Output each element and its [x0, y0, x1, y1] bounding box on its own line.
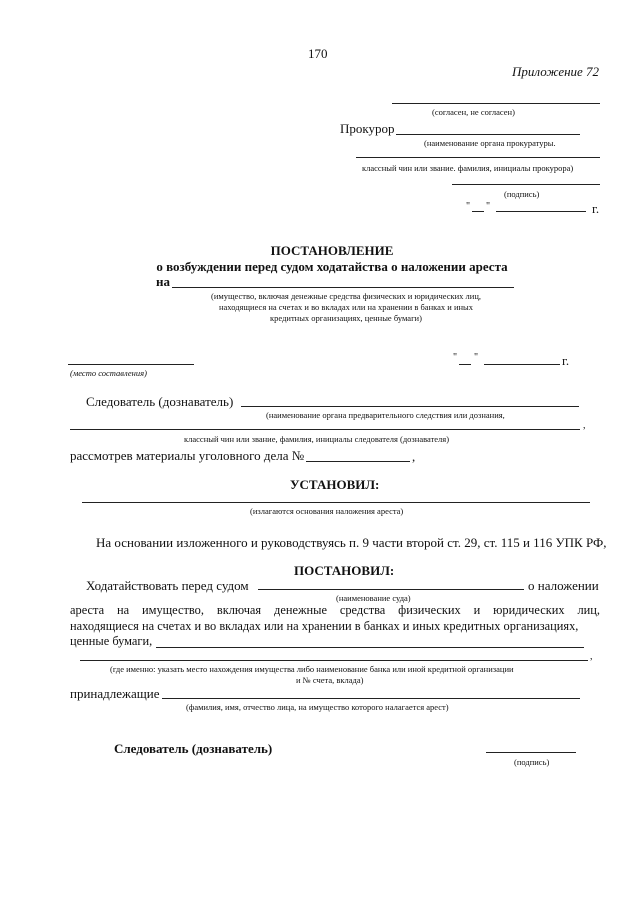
owner-caption: (фамилия, имя, отчество лица, на имущество которого налагается арест)	[186, 702, 449, 712]
prosecutor-rank-line[interactable]	[356, 157, 600, 158]
investigator-org-caption: (наименование органа предварительного следствия или дознания,	[266, 410, 505, 420]
place-date-day-line[interactable]	[459, 364, 471, 365]
property-line[interactable]	[172, 287, 514, 288]
appendix-label: Приложение 72	[512, 64, 600, 79]
basis-text: На основании изложенного и руководствуясь п. 9 части второй ст. 29, ст. 115 и 116 УПК РФ,	[96, 535, 607, 550]
petition-suffix: о наложении	[528, 578, 599, 593]
page-number: 170	[308, 46, 328, 61]
prosecutor-signature-line[interactable]	[452, 184, 600, 185]
place-date-year-suffix: г.	[562, 353, 570, 368]
resolved-heading: ПОСТАНОВИЛ:	[294, 563, 395, 578]
established-caption: (излагаются основания наложения ареста)	[250, 506, 404, 516]
property-caption-2: находящиеся на счетах и во вкладах или на хранении в банках и иных	[218, 302, 473, 312]
location-comma: ,	[590, 651, 593, 662]
location-caption-1: (где именно: указать место нахождения имущества либо наименование банка или иной кредитной организации	[110, 664, 514, 674]
resolved-body-line-1: ареста на имущество, включая денежные средства физических и юридических лиц,	[70, 603, 600, 617]
property-caption-1: (имущество, включая денежные средства физических и юридических лиц,	[210, 291, 481, 301]
resolved-body-line-3: ценные бумаги,	[70, 634, 153, 648]
signature-caption: (подпись)	[504, 189, 540, 199]
investigator-rank-comma: ,	[583, 420, 586, 431]
place-line[interactable]	[68, 364, 194, 365]
signature-label: Следователь (дознаватель)	[114, 741, 273, 756]
on-label: на	[156, 274, 170, 289]
place-date-quote-close: "	[474, 352, 479, 363]
agree-caption: (согласен, не согласен)	[432, 107, 515, 117]
location-line[interactable]	[80, 660, 588, 661]
date-quote-open: "	[466, 201, 471, 212]
court-caption: (наименование суда)	[336, 593, 411, 603]
case-comma: ,	[412, 449, 416, 464]
court-name-line[interactable]	[258, 589, 524, 590]
case-number-line[interactable]	[306, 461, 410, 462]
investigator-rank-line[interactable]	[70, 429, 580, 430]
investigator-rank-caption: классный чин или звание, фамилия, инициалы следователя (дознавателя)	[184, 434, 450, 444]
investigator-label: Следователь (дознаватель)	[86, 394, 234, 409]
date-day-line[interactable]	[472, 211, 484, 212]
petition-prefix: Ходатайствовать перед судом	[86, 578, 249, 593]
signature-caption-bottom: (подпись)	[514, 757, 550, 767]
date-month-line[interactable]	[496, 211, 586, 212]
location-caption-2: и № счета, вклада)	[296, 675, 364, 685]
document-subtitle: о возбуждении перед судом ходатайства о наложении ареста	[156, 259, 508, 274]
prosecutor-label: Прокурор	[340, 121, 395, 136]
agree-line[interactable]	[392, 103, 600, 104]
document-title: ПОСТАНОВЛЕНИЕ	[270, 243, 394, 258]
prosecutor-org-caption: (наименование органа прокуратуры.	[424, 138, 556, 148]
date-quote-close: "	[486, 201, 491, 212]
place-caption: (место составления)	[70, 368, 147, 378]
belonging-label: принадлежащие	[70, 686, 160, 701]
place-date-month-line[interactable]	[484, 364, 560, 365]
signature-line[interactable]	[486, 752, 576, 753]
established-heading: УСТАНОВИЛ:	[290, 477, 380, 492]
prosecutor-rank-caption: классный чин или звание. фамилия, инициалы прокурора)	[362, 163, 574, 173]
owner-line[interactable]	[162, 698, 580, 699]
prosecutor-org-line[interactable]	[396, 134, 580, 135]
property-caption-3: кредитных организациях, ценные бумаги)	[270, 313, 422, 323]
securities-line[interactable]	[156, 647, 584, 648]
resolved-body-line-2: находящиеся на счетах и во вкладах или на хранении в банках и иных кредитных организациях,	[70, 619, 579, 633]
case-text: рассмотрев материалы уголовного дела №	[70, 448, 305, 463]
place-date-quote-open: "	[453, 352, 458, 363]
investigator-org-line[interactable]	[241, 406, 579, 407]
established-grounds-line[interactable]	[82, 502, 590, 503]
date-year-suffix: г.	[592, 201, 600, 216]
